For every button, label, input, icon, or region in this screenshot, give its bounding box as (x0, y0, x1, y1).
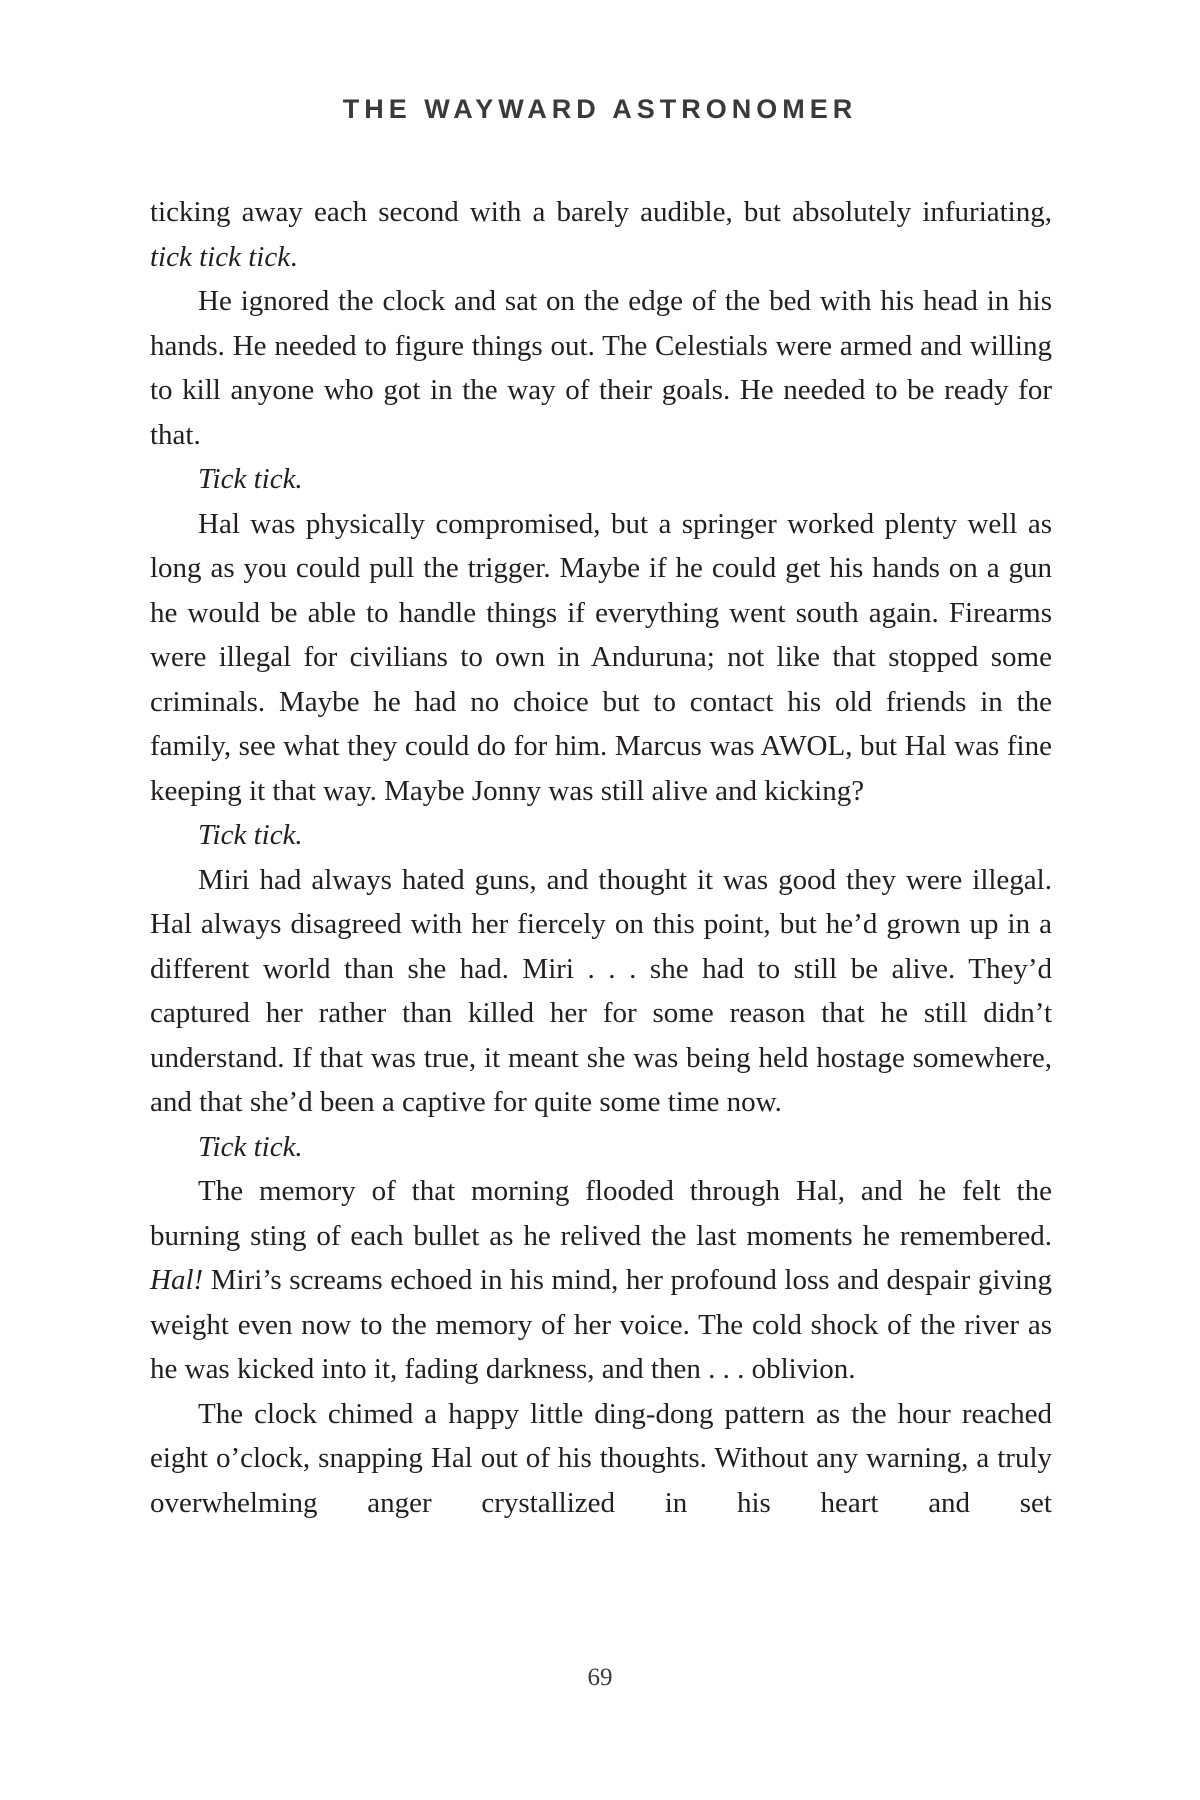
paragraph-5-text: The memory of that morning flooded through Hal, and he felt the burning sting of each bullet as he relived the last moments he remembered. (150, 1175, 1052, 1252)
paragraph-4: Miri had always hated guns, and thought it was good they were illegal. Hal always disagreed with her fiercely on this point, but he’d grown up in a different world than she had. Miri . . . she had to still be alive. They’d captured her rather than killed her for some reason that he still didn’t understand. If that was true, it meant she was being held hostage somewhere, and that she’d been a captive for quite some time now. (150, 863, 1052, 1118)
paragraph-1-end: . (290, 240, 298, 273)
tick-line-1: Tick tick. (198, 463, 303, 495)
paragraph-1 (150, 190, 1052, 279)
paragraph-3: Hal was physically compromised, but a springer worked plenty well as long as you could pull the trigger. Maybe if he could get his hands on a gun he would be able to handle things if everything went south again. Firearms were illegal for civilians to own in Anduruna; not like that stopped some criminals. Maybe he had no choice but to contact his old friends in the family, see what they could do for him. Marcus was AWOL, but Hal was fine keeping it that way. Maybe Jonny was still alive and kicking? (150, 507, 1052, 807)
body-text (150, 190, 1052, 1525)
tick-line-2: Tick tick. (198, 819, 303, 851)
paragraph-2: He ignored the clock and sat on the edge of the bed with his head in his hands. He needed to figure things out. The Celestials were armed and willing to kill anyone who got in the way of their goals. He needed to be ready for that. (150, 285, 1052, 451)
paragraph-1-italic: tick tick tick (150, 240, 291, 273)
paragraph-5-end: Miri’s screams echoed in his mind, her profound loss and despair giving weight even now to the memory of her voice. The cold shock of the river as he was kicked into it, fading darkness, and then . . . oblivion. (150, 1264, 1052, 1385)
paragraph-1-text: ticking away each second with a barely audible, but absolutely infuriating, (150, 196, 1052, 228)
paragraph-5-italic: Hal! (150, 1264, 204, 1296)
page-number: 69 (587, 1664, 613, 1691)
paragraph-5 (150, 1169, 1052, 1392)
paragraph-6: The clock chimed a happy little ding-dong pattern as the hour reached eight o’clock, snapping Hal out of his thoughts. Without any warning, a truly overwhelming anger crystallized in his heart and set (150, 1397, 1052, 1519)
tick-line-3: Tick tick. (198, 1130, 303, 1163)
running-head: THE WAYWARD ASTRONOMER (342, 94, 858, 124)
